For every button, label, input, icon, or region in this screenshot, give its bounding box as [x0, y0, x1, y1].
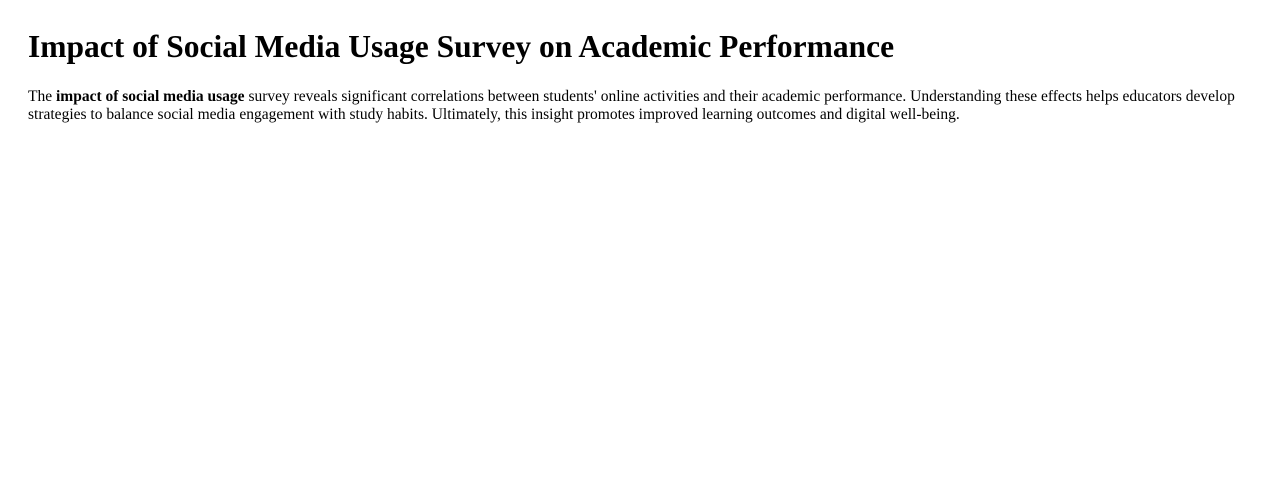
intro-paragraph — [28, 88, 1250, 124]
intro-lead-text: The — [28, 88, 56, 106]
intro-rest-text: survey reveals significant correlations between students' online activities and their academic performance. Understanding these effects helps educators develop strategies to balance social media engagement with study habits. Ultimately, this insight promotes improved learning outcomes and digital well-being. — [28, 88, 1235, 124]
page-content — [0, 29, 1278, 124]
intro-emphasis-text: impact of social media usage — [55, 88, 245, 106]
page-title: Impact of Social Media Usage Survey on Academic Performance — [28, 29, 895, 64]
